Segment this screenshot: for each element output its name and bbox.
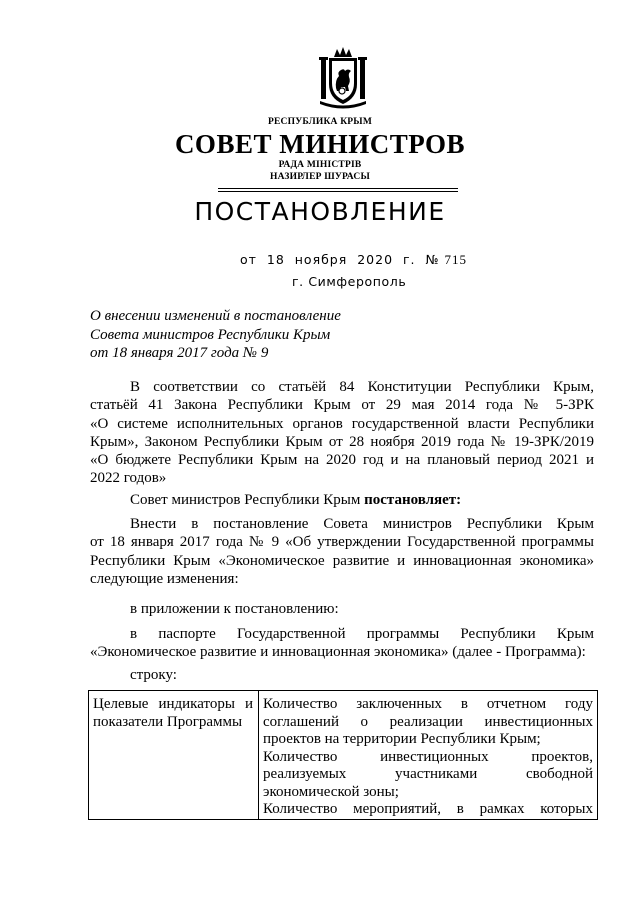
- text-line: Республики Крым «Экономическое развитие и инновационная экономика»: [90, 552, 594, 569]
- text-line: статьёй 41 Закона Республики Крым от 29 мая 2014 года № 5-ЗРК: [90, 397, 594, 414]
- basis-paragraph: [90, 378, 594, 488]
- document-number: 715: [444, 252, 467, 267]
- text-line: экономической зоны;: [263, 783, 399, 800]
- text-line: следующие изменения:: [90, 570, 239, 587]
- date-day: 18: [266, 252, 285, 267]
- document-date: [240, 252, 467, 268]
- text-line: соглашений о реализации инвестиционных: [263, 713, 593, 730]
- date-year-suffix: г.: [402, 252, 416, 267]
- indicators-table: [88, 690, 598, 820]
- header-council: СОВЕТ МИНИСТРОВ: [174, 129, 466, 159]
- subject-line: Совета министров Республики Крым: [90, 326, 331, 343]
- text-line: показатели Программы: [93, 713, 243, 730]
- date-month: ноября: [294, 252, 348, 267]
- table-column-divider: [258, 691, 259, 819]
- text-line: строку:: [130, 667, 177, 683]
- row-label-paragraph: [90, 666, 594, 684]
- resolves-bold: постановляет:: [364, 492, 462, 508]
- text-line: «О бюджете Республики Крым на 2020 год и на плановый период 2021 и: [90, 452, 594, 469]
- annex-paragraph: [90, 600, 594, 618]
- number-sign: №: [425, 252, 440, 267]
- text-line: Количество мероприятий, в рамках которых: [263, 801, 593, 817]
- passport-paragraph: [90, 625, 594, 662]
- date-prefix: от: [240, 252, 257, 267]
- coat-of-arms-emblem: [318, 46, 368, 110]
- text-line: Внести в постановление Совета министров Республики Крым: [130, 516, 594, 532]
- document-subject: [90, 307, 341, 363]
- header-crimean-tatar: НАЗИРЛЕР ШУРАСЫ: [270, 172, 370, 182]
- text-line: реализуемых участниками свободной: [263, 766, 593, 782]
- resolves-text: Совет министров Республики Крым: [130, 492, 365, 508]
- table-cell-label: [93, 696, 253, 731]
- text-line: от 18 января 2017 года № 9 «Об утверждении Государственной программы: [90, 534, 594, 551]
- text-line: «Экономическое развитие и инновационная экономика» (далее - Программа):: [90, 644, 586, 661]
- text-line: 2022 годов»: [90, 470, 167, 487]
- header-ukrainian: РАДА МІНІСТРІВ: [278, 160, 362, 170]
- header-rule-bottom: [218, 191, 458, 192]
- text-line: Крым», Законом Республики Крым от 28 ноября 2019 года № 19-ЗРК/2019: [90, 433, 594, 450]
- document-title: ПОСТАНОВЛЕНИЕ: [194, 197, 446, 226]
- text-line: проектов на территории Республики Крым;: [263, 731, 541, 747]
- text-line: в приложении к постановлению:: [130, 601, 339, 617]
- text-line: Целевые индикаторы и: [93, 696, 253, 712]
- date-year: 2020: [357, 252, 394, 267]
- document-city: г. Симферополь: [292, 274, 407, 289]
- text-line: в паспорте Государственной программы Республики Крым: [130, 626, 594, 642]
- header-rule-top: [218, 188, 458, 189]
- text-line: Количество инвестиционных проектов,: [263, 748, 593, 765]
- text-line: Количество заключенных в отчетном году: [263, 696, 593, 712]
- text-line: «О системе исполнительных органов государственной власти Республики: [90, 415, 594, 432]
- table-cell-content: [263, 696, 593, 819]
- header-republic: РЕСПУБЛИКА КРЫМ: [268, 117, 372, 127]
- amend-paragraph: [90, 515, 594, 588]
- subject-line: О внесении изменений в постановление: [90, 308, 341, 324]
- text-line: В соответствии со статьёй 84 Конституции Республики Крым,: [130, 379, 594, 395]
- subject-line: от 18 января 2017 года № 9: [90, 345, 269, 361]
- resolves-paragraph: [90, 491, 594, 509]
